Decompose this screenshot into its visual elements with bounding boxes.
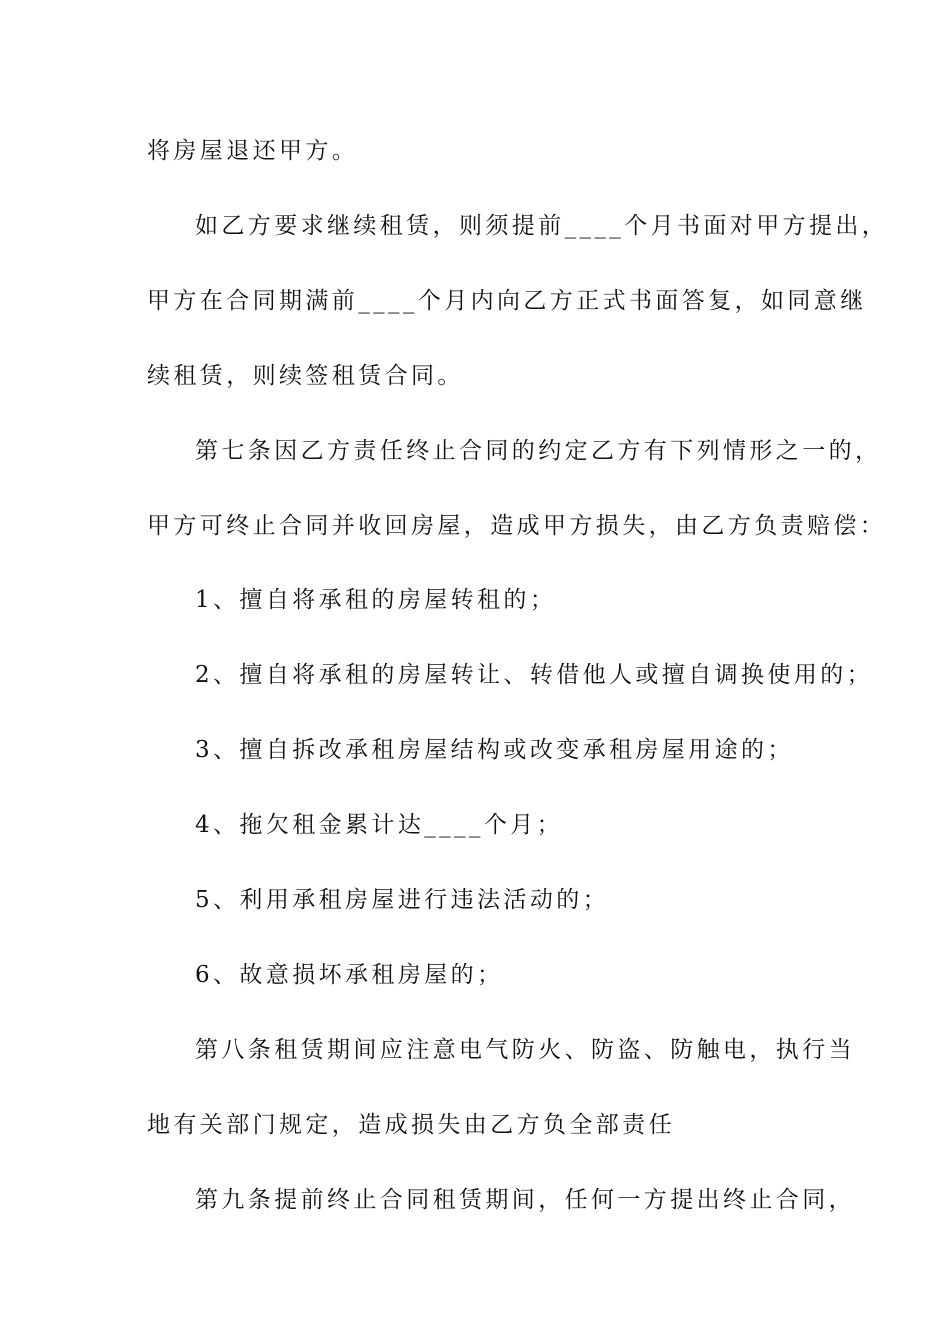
text-line-12: 6、故意损坏承租房屋的； <box>195 962 504 988</box>
text-line-6: 甲方可终止合同并收回房屋，造成甲方损失，由乙方负责赔偿： <box>147 513 887 539</box>
text-line-7: 1、擅自将承租的房屋转租的； <box>195 587 557 613</box>
text-line-5: 第七条因乙方责任终止合同的约定乙方有下列情形之一的， <box>195 438 882 464</box>
text-line-4: 续租赁，则续签租赁合同。 <box>147 363 464 389</box>
text-line-3: 甲方在合同期满前____个月内向乙方正式书面答复，如同意继 <box>147 288 867 314</box>
text-line-13: 第八条租赁期间应注意电气防火、防盗、防触电，执行当 <box>195 1037 855 1063</box>
text-line-2: 如乙方要求继续租赁，则须提前____个月书面对甲方提出， <box>195 213 889 239</box>
text-line-11: 5、利用承租房屋进行违法活动的； <box>195 887 610 913</box>
text-line-14: 地有关部门规定，造成损失由乙方负全部责任 <box>147 1112 675 1138</box>
text-line-15: 第九条提前终止合同租赁期间，任何一方提出终止合同， <box>195 1187 855 1213</box>
text-line-1: 将房屋退还甲方。 <box>147 138 359 164</box>
text-line-9: 3、擅自拆改承租房屋结构或改变承租房屋用途的； <box>195 737 794 763</box>
text-line-8: 2、擅自将承租的房屋转让、转借他人或擅自调换使用的； <box>195 662 874 688</box>
text-line-10: 4、拖欠租金累计达____个月； <box>195 812 564 838</box>
